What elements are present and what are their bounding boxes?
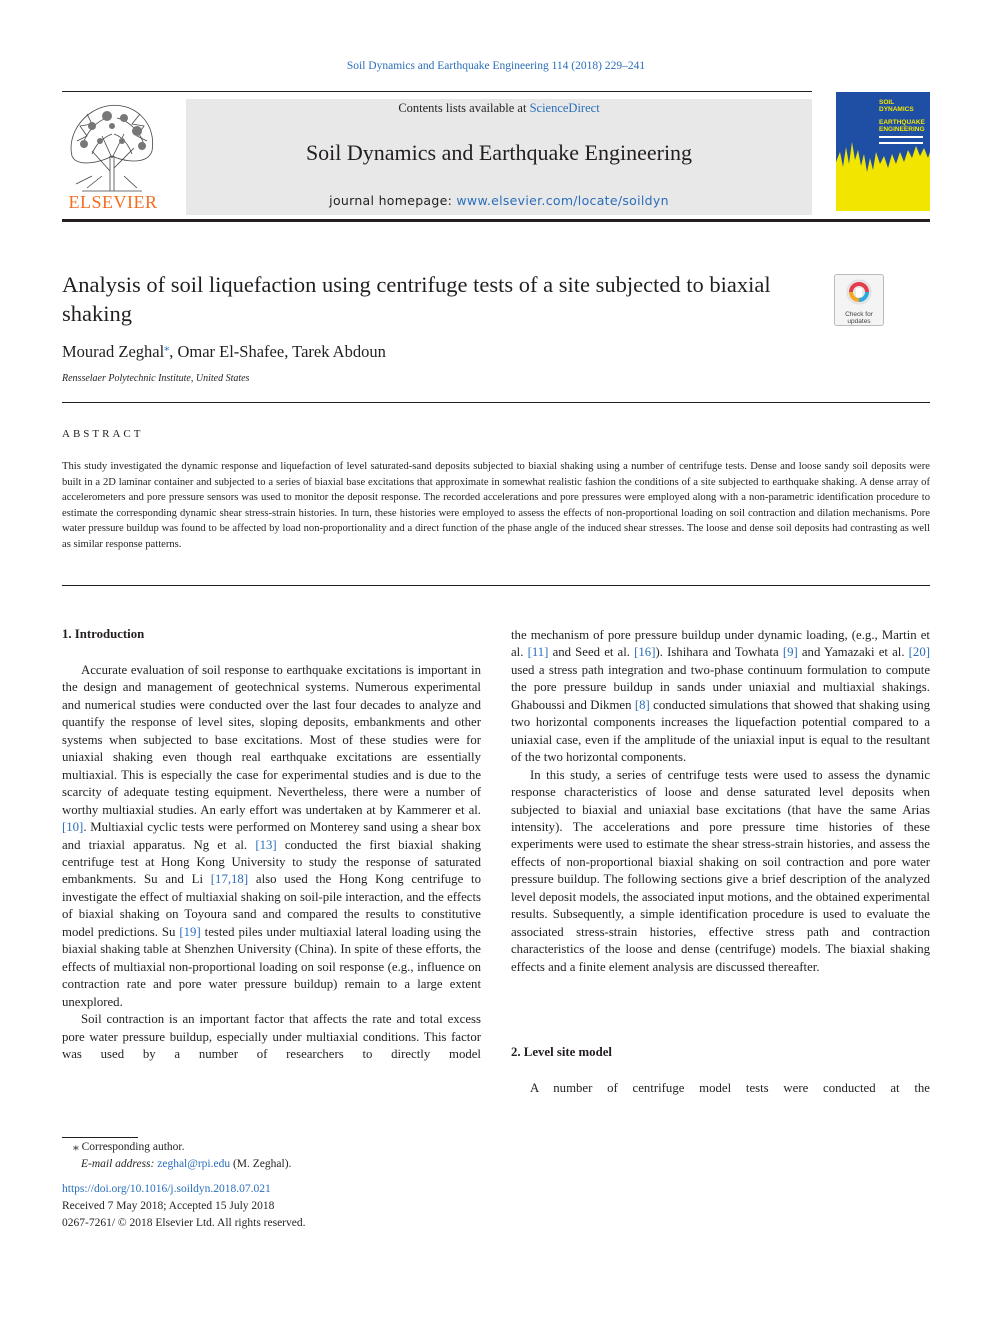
cover-title-line-1: SOIL (879, 99, 895, 106)
header-thick-rule (62, 219, 930, 222)
corresponding-author-mark[interactable]: ⁎ (164, 342, 170, 354)
citation-link[interactable]: [20] (908, 645, 930, 660)
journal-homepage-link[interactable]: www.elsevier.com/locate/soildyn (456, 193, 669, 208)
intro-paragraph-2-start: Soil contraction is an important factor that affects the rate and total excess pore water pressure buildup, especially under multiaxial conditions. This factor was used by a number of researchers to directly model (62, 1012, 481, 1061)
journal-title: Soil Dynamics and Earthquake Engineering (305, 140, 693, 165)
intro-paragraph-3: In this study, a series of centrifuge tests were used to assess the dynamic response characteristics of loose and dense saturated level deposits when subjected to biaxial and uniaxial base excitations (that have the same Arias intensity). The accelerations and pore pressure time histories of these experiments were used to estimate the shear stress-strain histories, and assess the effects of non-proportional biaxial shaking on soil contraction and pore water pressure buildup. The following sections give a brief description of the analyzed level deposit models, the associated input motions, and the obtained experimental results. Subsequently, a simple identification procedure is used to evaluate the associated stress-strain histories, effective stress path and contraction characteristics of the loose and dense (centrifuge) models. The biaxial shaking effects and a finite element analysis are discussed thereafter. (511, 767, 930, 974)
text-run: and Seed et al. (548, 645, 635, 660)
citation-link[interactable]: [10] (62, 820, 84, 835)
abstract-text: This study investigated the dynamic response and liquefaction of level saturated-sand deposits subjected to biaxial shaking using a number of centrifuge tests. Dense and loose sandy soil deposits were built in a 2D laminar container and subjected to a series of biaxial base excitations that approximate in somewhat realistic fashion the conditions of a site subjected to earthquake shaking. A dense array of accelerometers and pore pressure sensors was used to monitor the deposit response. The recorded accelerations and pore pressures were employed along with a non-parametric identification procedure to estimate the corresponding dynamic shear stress-strain histories. In turn, these histories were employed to assess the effects of non-proportional loading on soil contraction and dilation mechanisms. Pore water pressure buildup was found to be affected by load non-proportionality and a direct function of the phase angle of the induced shear stresses. The loose and dense soil deposits had contrasting as well as similar response patterns. (62, 461, 930, 550)
article-title: Analysis of soil liquefaction using centrifuge tests of a site subjected to biaxial shaking (62, 272, 771, 326)
author-list (62, 342, 386, 362)
level-site-paragraph (511, 1080, 930, 1097)
footnotes (62, 1139, 291, 1172)
citation-link[interactable]: [11] (527, 645, 549, 660)
text-run: Accurate evaluation of soil response to earthquake excitations is important in the design and management of geotechnical systems. Numerous experimental and numerical studies were conducted over the last four decades to analyze and quantify the response of level sites, sloping deposits, embankments and other systems when subjected to base excitations. Most of these studies were for uniaxial shaking even though real earthquake excitations are essentially multiaxial. This is especially the case for experimental studies and is due to the scarcity of adequate testing equipment. Nevertheless, there were a number of worthy multiaxial studies. An early effort was undertaken at by Kammerer et al. (62, 663, 481, 817)
abstract-top-rule (62, 402, 930, 403)
text-run: conducted simulations that showed that shaking using two horizontal components increases the liquefaction potential compared to a uniaxial case, even if the amplitude of the uniaxial input is equal to the resultant of the two horizontal components. (511, 697, 930, 765)
citation-link[interactable]: [13] (255, 837, 277, 852)
corresponding-author-note: ⁎ Corresponding author. (73, 1141, 185, 1153)
email-suffix: (M. Zeghal). (230, 1157, 292, 1170)
abstract-bottom-rule (62, 585, 930, 586)
intro-paragraph-2-continued (511, 627, 930, 767)
email-link[interactable]: zeghal@rpi.edu (157, 1157, 231, 1170)
text-run: conducted the first biaxial shaking centrifuge test at Hong Kong University to study the response of saturated embankments. Su and Li (62, 837, 481, 887)
intro-paragraph-1 (62, 662, 481, 1011)
text-run: tested piles under multiaxial lateral loading using the biaxial shaking table at Shenzhen University (China). In spite of these efforts, the effects of multiaxial non-proportional loading on soil response (e.g., influence on contraction rate and pore water pressure buildup) remain to a large extent unexplored. (62, 924, 481, 1009)
author-affiliation: Rensselaer Polytechnic Institute, United States (62, 373, 250, 384)
cover-title-line-4: ENGINEERING (879, 126, 925, 133)
author-name[interactable]: Omar El-Shafee (177, 342, 285, 361)
text-run: also used the Hong Kong centrifuge to investigate the effect of multiaxial shaking on soil-pile interaction, and the effects of biaxial shaking on Toyoura sand and compared the results to constitutive model predictions. Su (62, 872, 482, 939)
cover-stripe (879, 136, 923, 138)
contents-line (186, 101, 812, 116)
left-column-body (62, 662, 481, 1063)
citation-link[interactable]: [19] (179, 924, 201, 939)
citation-link[interactable]: [16] (634, 645, 656, 660)
header-top-rule (62, 91, 812, 92)
level-paragraph-1: A number of centrifuge model tests were conducted at the (530, 1081, 930, 1095)
text-run: ). Ishihara and Towhata (655, 645, 783, 660)
footnote-rule (62, 1137, 138, 1138)
author-name[interactable]: Mourad Zeghal (62, 342, 165, 361)
check-updates-label: Check for updates (845, 311, 873, 325)
email-note (62, 1156, 291, 1173)
author-separator: , (284, 342, 293, 361)
author-separator: , (169, 342, 178, 361)
right-column-body (511, 627, 930, 976)
text-run: the mechanism of pore pressure buildup under dynamic loading, (e.g., Martin et al. (511, 628, 930, 660)
text-run: used a stress path integration and two-phase continuum formulation to compute the pore pressure buildup in sands under uniaxial and multiaxial shakings. Ghaboussi and Dikmen (511, 662, 930, 712)
homepage-prefix: journal homepage: (329, 193, 457, 208)
author-name[interactable]: Tarek Abdoun (292, 342, 386, 361)
elsevier-wordmark[interactable]: ELSEVIER (68, 192, 158, 212)
received-accepted-dates: Received 7 May 2018; Accepted 15 July 2018 (62, 1200, 275, 1212)
publication-info (62, 1181, 306, 1232)
section-heading-level-site-model: 2. Level site model (511, 1045, 612, 1059)
cover-title-line-2: DYNAMICS (879, 106, 914, 113)
copyright-line: 0267-7261/ © 2018 Elsevier Ltd. All rights reserved. (62, 1217, 306, 1229)
citation-link[interactable]: [8] (634, 697, 650, 712)
abstract-heading: ABSTRACT (62, 428, 144, 440)
journal-homepage-line (186, 193, 812, 208)
citation-link[interactable]: [17,18] (210, 872, 249, 887)
journal-citation-line[interactable]: Soil Dynamics and Earthquake Engineering 114 (2018) 229–241 (346, 60, 646, 72)
doi-link[interactable]: https://doi.org/10.1016/j.soildyn.2018.07.021 (62, 1183, 271, 1195)
journal-cover-image[interactable] (836, 92, 930, 211)
cover-stripe (879, 142, 923, 144)
text-run: and Yamazaki et al. (797, 645, 909, 660)
section-heading-introduction: 1. Introduction (62, 627, 145, 641)
text-run: . Multiaxial cyclic tests were performed on Monterey sand using a shear box and triaxial apparatus. Ng et al. (62, 820, 481, 852)
cover-title-line-3: EARTHQUAKE (879, 119, 925, 126)
check-updates-icon (845, 278, 873, 306)
sciencedirect-link[interactable]: ScienceDirect (529, 101, 600, 115)
contents-prefix: Contents lists available at (398, 101, 530, 115)
email-label: E-mail address: (81, 1157, 158, 1170)
citation-link[interactable]: [9] (782, 645, 798, 660)
check-for-updates-button[interactable] (834, 274, 884, 326)
